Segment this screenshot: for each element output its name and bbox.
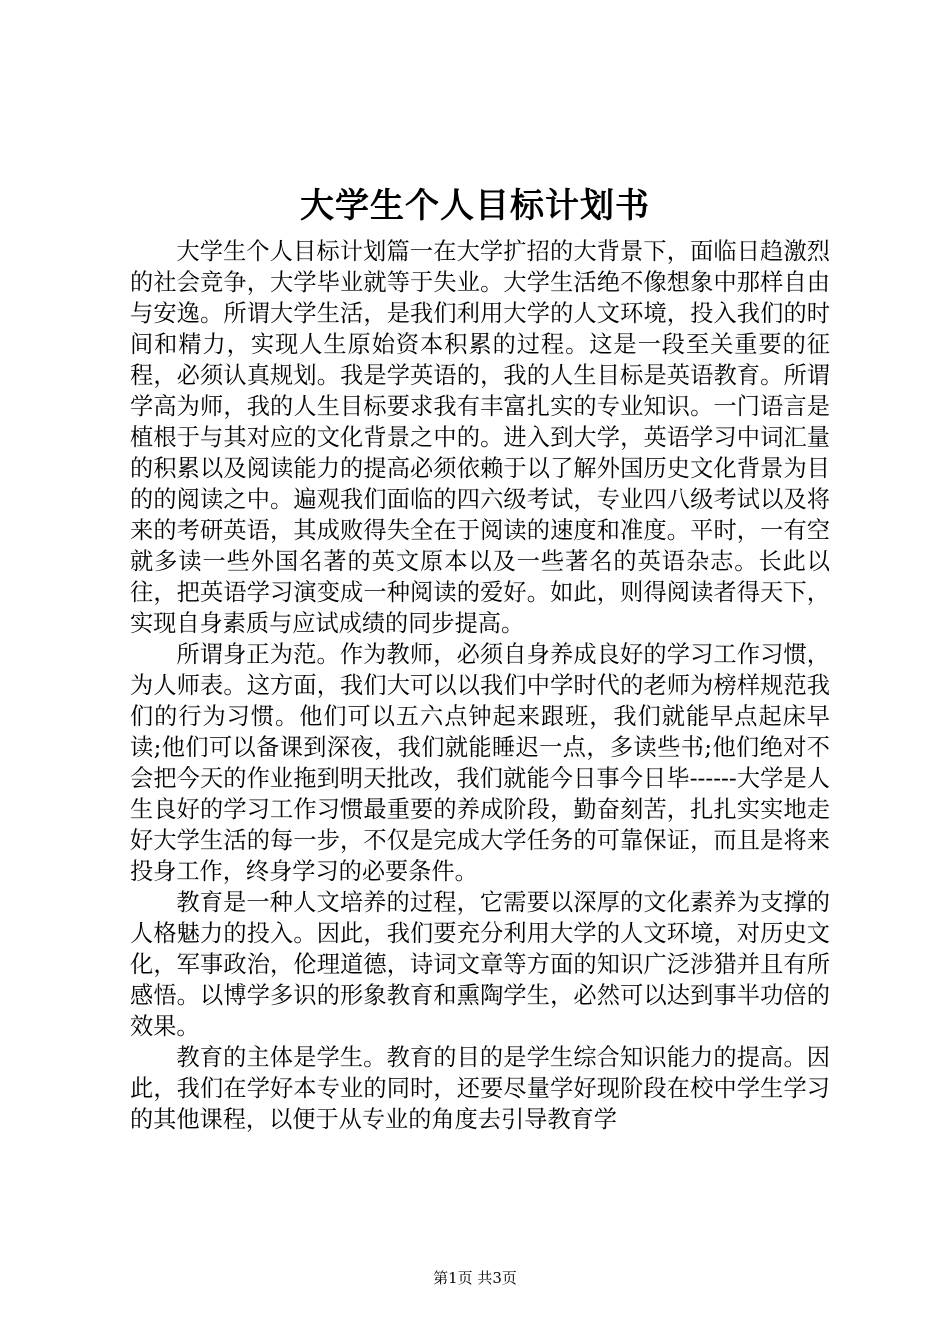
paragraph: 教育的主体是学生。教育的目的是学生综合知识能力的提高。因此，我们在学好本专业的同时，还要尽量学好现阶段在校中学生学习的其他课程，以便于从专业的角度去引导教育学 — [130, 1044, 830, 1133]
paragraph: 所谓身正为范。作为教师，必须自身养成良好的学习工作习惯，为人师表。这方面，我们大可以以我们中学时代的老师为榜样规范我们的行为习惯。他们可以五六点钟起来跟班，我们就能早点起床早读;他们可以备课到深夜，我们就能睡迟一点，多读些书;他们绝对不会把今天的作业拖到明天批改，我们就能今日事今日毕------大学是人生良好的学习工作习惯最重要的养成阶段，勤奋刻苦，扎扎实实地走好大学生活的每一步，不仅是完成大学任务的可靠保证，而且是将来投身工作，终身学习的必要条件。 — [130, 641, 830, 885]
paragraph: 教育是一种人文培养的过程，它需要以深厚的文化素养为支撑的人格魅力的投入。因此，我们要充分利用大学的人文环境，对历史文化，军事政治，伦理道德，诗词文章等方面的知识广泛涉猎并且有所感悟。以博学多识的形象教育和熏陶学生，必然可以达到事半功倍的效果。 — [130, 889, 830, 1040]
document-title: 大学生个人目标计划书 — [300, 186, 650, 226]
document-body — [130, 236, 830, 1135]
page-number-footer: 第1页 共3页 — [433, 1269, 517, 1287]
paragraph: 大学生个人目标计划篇一在大学扩招的大背景下，面临日趋激烈的社会竞争，大学毕业就等于失业。大学生活绝不像想象中那样自由与安逸。所谓大学生活，是我们利用大学的人文环境，投入我们的时间和精力，实现人生原始资本积累的过程。这是一段至关重要的征程，必须认真规划。我是学英语的，我的人生目标是英语教育。所谓学高为师，我的人生目标要求我有丰富扎实的专业知识。一门语言是植根于与其对应的文化背景之中的。进入到大学，英语学习中词汇量的积累以及阅读能力的提高必须依赖于以了解外国历史文化背景为目的的阅读之中。遍观我们面临的四六级考试，专业四八级考试以及将来的考研英语，其成败得失全在于阅读的速度和准度。平时，一有空就多读一些外国名著的英文原本以及一些著名的英语杂志。长此以往，把英语学习演变成一种阅读的爱好。如此，则得阅读者得天下，实现自身素质与应试成绩的同步提高。 — [130, 238, 830, 637]
